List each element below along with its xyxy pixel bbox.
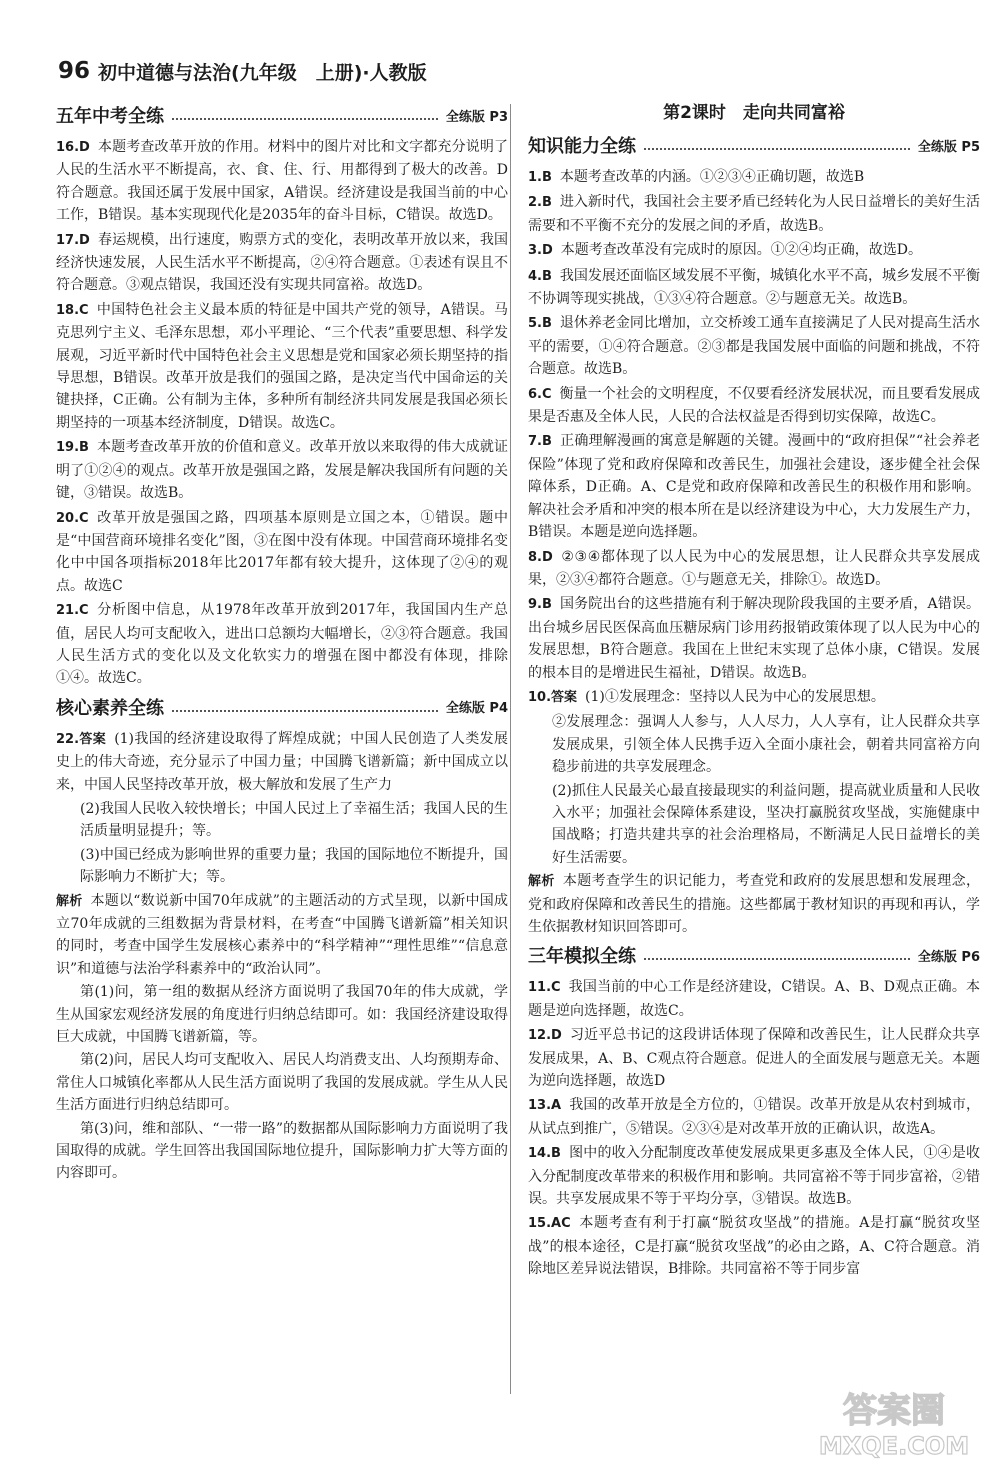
- answer-list: [528, 166, 980, 684]
- answer-number: 10.答案: [528, 689, 578, 705]
- answer-text: 图中的收入分配制度改革使发展成果更多惠及全体人民，①④是收入分配制度改革带来的积极作用和影响。共同富裕不等于同步富裕，②错误。共享发展成果不等于平均分享，③错误。故选B。: [528, 1145, 980, 1208]
- left-column: [56, 98, 508, 1186]
- answer-number: 18.C: [56, 302, 89, 318]
- answer-text: 进入新时代，我国社会主要矛盾已经转化为人民日益增长的美好生活需要和不平衡不充分的发展之间的矛盾，故选B。: [528, 194, 980, 234]
- answer-item: [528, 430, 980, 543]
- section-title: 五年中考全练: [56, 106, 164, 127]
- answer-number: 2.B: [528, 195, 552, 211]
- section-header-five-year: [56, 100, 508, 130]
- answer-number: 11.C: [528, 980, 561, 996]
- answer-item: [528, 1212, 980, 1280]
- watermark-logo: [806, 1384, 982, 1462]
- right-column: [528, 98, 980, 1283]
- answer-item: [528, 312, 980, 380]
- answer-subpoint: ②发展理念：强调人人参与，人人尽力，人人享有，让人民群众共享发展成果，引领全体人民携手迈入全面小康社会，朝着共同富裕方向稳步前进的共享发展理念。: [552, 714, 980, 776]
- answer-text: 本题考查改革的内涵。①②③④正确切题，故选B: [559, 169, 865, 185]
- analysis-paragraph: 第(2)问，居民人均可支配收入、居民人均消费支出、人均预期寿命、常住人口城镇化率都从人民生活方面说明了我国的发展成就。学生从人民生活方面进行归纳总结即可。: [56, 1052, 508, 1114]
- watermark-main-text: 答案圈: [843, 1391, 945, 1431]
- answer-subpoint: (2)我国人民收入较快增长；中国人民过上了幸福生活；我国人民的生活质量明显提升；等。: [80, 800, 508, 840]
- answer-list: [56, 136, 508, 690]
- answer-text: 春运规模，出行速度，购票方式的变化，表明改革开放以来，我国经济快速发展，人民生活水平不断提高，②④符合题意。①表述有误且不符合题意。③观点错误，我国还没有实现共同富裕。故选D。: [56, 231, 508, 294]
- column-divider: [510, 104, 511, 1394]
- answer-text: (1)我国的经济建设取得了辉煌成就；中国人民创造了人类发展史上的伟大奇迹，充分显示了中国力量；中国腾飞谱新篇；新中国成立以来，中国人民坚持改革开放，极大解放和发展了生产力: [56, 730, 508, 793]
- answer-number: 1.B: [528, 170, 552, 185]
- answer-text: 我国当前的中心工作是经济建设，C错误。A、B、D观点正确。本题是逆向选择题，故选C。: [528, 979, 980, 1019]
- answer-item: [528, 686, 980, 709]
- answer-number: 3.D: [528, 243, 553, 259]
- dotted-leader: [172, 118, 438, 120]
- lesson-title: 第2课时 走向共同富裕: [663, 103, 845, 123]
- answer-text: 本题考查改革没有完成时的原因。①②④均正确，故选D。: [560, 242, 923, 259]
- answer-number: 15.AC: [528, 1216, 571, 1232]
- answer-text: 我国发展还面临区域发展不平衡，城镇化水平不高，城乡发展不平衡不协调等现实挑战，①③④符合题意。②与题意无关。故选B。: [528, 267, 980, 308]
- answer-text: 本题考查有利于打赢“脱贫攻坚战”的措施。A是打赢“脱贫攻坚战”的根本途径，C是打赢“脱贫攻坚战”的必由之路，A、C符合题意。消除地区差异说法错误，B排除。共同富裕不等于同步富: [528, 1215, 980, 1278]
- answer-text: 国务院出台的这些措施有利于解决现阶段我国的主要矛盾，A错误。出台城乡居民医保高血压糖尿病门诊用药报销政策体现了以人民为中心的发展思想，B符合题意。我国在上世纪末实现了总体小康，C错误。发展的根本目的是增进民生福祉，D错误。故选B。: [528, 596, 980, 681]
- dotted-leader: [644, 148, 910, 150]
- answer-item: [528, 383, 980, 429]
- page-header: [58, 54, 658, 88]
- answer-number: 22.答案: [56, 731, 107, 747]
- section-title: 知识能力全练: [528, 136, 636, 157]
- answer-item: [528, 593, 980, 684]
- answer-number: 12.D: [528, 1028, 562, 1044]
- answer-item: [56, 136, 508, 227]
- answer-item: [56, 728, 508, 796]
- analysis-paragraph: 第(3)问，维和部队、“一带一路”的数据都从国际影响力方面说明了我国取得的成就。学生回答出我国国际地位提升，国际影响力扩大等方面的内容即可。: [56, 1120, 508, 1182]
- section-page-ref: 全练版 P3: [445, 109, 508, 125]
- answer-number: 14.B: [528, 1146, 561, 1162]
- section-header-core: [56, 692, 508, 722]
- answer-text: 本题考查改革开放的价值和意义。改革开放以来取得的伟大成就证明了①②④的观点。改革开放是强国之路，发展是解决我国所有问题的关键，③错误。故选B。: [56, 439, 508, 502]
- analysis: [528, 870, 980, 938]
- section-header-three-year: [528, 940, 980, 970]
- book-title: 初中道德与法治(九年级 上册)·人教版: [98, 61, 427, 84]
- answer-number: 8.D: [528, 549, 553, 565]
- answer-text: 本题考查改革开放的作用。材料中的图片对比和文字都充分说明了人民的生活水平不断提高，衣、食、住、行、用都得到了极大的改善。D符合题意。我国还属于发展中国家，A错误。经济建设是我国当前的中心工作，B错误。基本实现现代化是2035年的奋斗目标，C错误。故选D。: [56, 139, 508, 224]
- answer-item: [528, 1094, 980, 1140]
- answer-item: [56, 507, 508, 598]
- answer-item: [528, 546, 980, 592]
- analysis-text: 本题以“数说新中国70年成就”的主题活动的方式呈现，以新中国成立70年成就的三组数据为背景材料，在考查“中国腾飞谱新篇”相关知识的同时，考查中国学生发展核心素养中的“科学精神”“理性思维”“信息意识”和道德与法治学科素养中的“政治认同”。: [56, 892, 508, 977]
- answer-subpoint: (3)中国已经成为影响世界的重要力量；我国的国际地位不断提升，国际影响力不断扩大；等。: [80, 846, 508, 886]
- answer-item: [528, 1024, 980, 1092]
- dotted-leader: [172, 710, 438, 712]
- answer-number: 19.B: [56, 440, 89, 456]
- section-page-ref: 全练版 P6: [917, 949, 980, 965]
- answer-subpoint: (2)抓住人民最关心最直接最现实的利益问题，提高就业质量和人民收入水平；加强社会保障体系建设，坚决打赢脱贫攻坚战，实施健康中国战略；打造共建共享的社会治理格局，不断满足人民日益增长的美好生活需要。: [552, 782, 980, 866]
- answer-number: 4.B: [528, 268, 552, 284]
- answer-text: 退休养老金同比增加，立交桥竣工通车直接满足了人民对提高生活水平的需要，①④符合题意。②③都是我国发展中面临的问题和挑战，不符合题意。故选B。: [528, 315, 980, 378]
- answer-text: (1)①发展理念：坚持以人民为中心的发展思想。: [585, 688, 885, 705]
- answer-text: 中国特色社会主义最本质的特征是中国共产党的领导，A错误。马克思列宁主义、毛泽东思想，邓小平理论、“三个代表”重要思想、科学发展观，习近平新时代中国特色社会主义思想是党和国家必须长期坚持的指导思想，B错误。改革开放是我们的强国之路，是决定当代中国命运的关键抉择，C正确。公有制为主体，多种所有制经济共同发展是我国必须长期坚持的一项基本经济制度，D错误。故选C。: [56, 301, 508, 431]
- dotted-leader: [644, 958, 910, 960]
- analysis-label: 解析: [56, 893, 83, 909]
- answer-item: [56, 229, 508, 297]
- answer-number: 16.D: [56, 140, 90, 155]
- answer-number: 9.B: [528, 597, 552, 613]
- analysis-paragraph: 第(1)问，第一组的数据从经济方面说明了我国70年的伟大成就，学生从国家宏观经济发展的角度进行归纳总结即可。如：我国经济建设取得巨大成就，中国腾飞谱新篇，等。: [56, 984, 508, 1046]
- answer-text: 正确理解漫画的寓意是解题的关键。漫画中的“政府担保”“社会养老保险”体现了党和政府保障和改善民生，加强社会建设，逐步健全社会保障体系，D正确。A、C是党和政府保障和改善民生的积极作用和影响。解决社会矛盾和冲突的根本所在是以经济建设为中心，大力发展生产力，B错误。本题是逆向选择题。: [528, 433, 980, 541]
- answer-list: [528, 976, 980, 1280]
- answer-text: ②③④都体现了以人民为中心的发展思想，让人民群众共享发展成果，②③④都符合题意。①与题意无关，排除①。故选D。: [528, 548, 980, 588]
- section-page-ref: 全练版 P5: [917, 139, 980, 155]
- section-page-ref: 全练版 P4: [445, 701, 508, 717]
- answer-item: [528, 239, 980, 262]
- answer-number: 7.B: [528, 434, 552, 450]
- analysis-text: 本题考查学生的识记能力，考查党和政府的发展思想和发展理念，党和政府保障和改善民生的措施。这些都属于教材知识的再现和再认，学生依据教材知识回答即可。: [528, 873, 980, 935]
- answer-text: 我国的改革开放是全方位的，①错误。改革开放是从农村到城市，从试点到推广，⑤错误。②③④是对改革开放的正确认识，故选A。: [528, 1097, 980, 1137]
- answer-number: 21.C: [56, 603, 89, 619]
- page-number: 96: [58, 58, 91, 84]
- answer-number: 6.C: [528, 386, 552, 402]
- answer-number: 5.B: [528, 316, 552, 332]
- answer-text: 习近平总书记的这段讲话体现了保障和改善民生，让人民群众共享发展成果，A、B、C观点符合题意。促进人的全面发展与题意无关。本题为逆向选择题，故选D: [528, 1027, 980, 1090]
- answer-text: 衡量一个社会的文明程度，不仅要看经济发展状况，而且要看发展成果是否惠及全体人民，人民的合法权益是否得到切实保障，故选C。: [528, 385, 980, 426]
- answer-item: [56, 599, 508, 690]
- answer-item: [56, 436, 508, 504]
- section-header-knowledge: [528, 130, 980, 160]
- section-title: 三年模拟全练: [528, 946, 636, 968]
- answer-item: [528, 191, 980, 237]
- answer-item: [528, 1142, 980, 1210]
- section-title: 核心素养全练: [56, 697, 164, 719]
- answer-number: 20.C: [56, 510, 89, 526]
- answer-text: 改革开放是强国之路，四项基本原则是立国之本，①错误。题中是“中国营商环境排名变化”图，③在图中没有体现。中国营商环境排名变化中中国各项指标2018年比2017年都有较大提升，这体现了②④的观点。故选C: [56, 509, 508, 594]
- analysis-label: 解析: [528, 874, 555, 890]
- answer-number: 13.A: [528, 1098, 562, 1114]
- answer-item: [56, 299, 508, 434]
- watermark-url-text: MXQE.COM: [818, 1432, 970, 1460]
- answer-item: [528, 976, 980, 1022]
- answer-text: 分析图中信息，从1978年改革开放到2017年，我国国内生产总值，居民人均可支配收入，进出口总额均大幅增长，②③符合题意。我国人民生活方式的变化以及文化软实力的增强在图中都没有体现，排除①④。故选C。: [56, 602, 508, 687]
- analysis: [56, 890, 508, 981]
- answer-item: [528, 166, 980, 189]
- answer-number: 17.D: [56, 232, 90, 248]
- answer-item: [528, 265, 980, 311]
